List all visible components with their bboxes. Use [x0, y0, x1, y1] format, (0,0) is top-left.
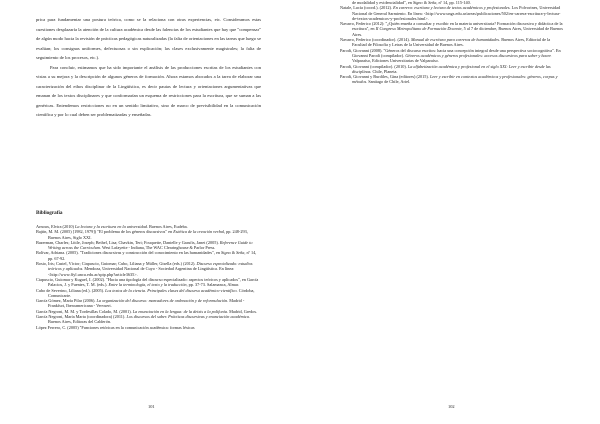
reference-title: Los discursos del saber. Prácticas discursivas y enunciación académica.	[126, 314, 250, 320]
reference-entry	[340, 64, 565, 75]
reference-text: pp. 248-293, Buenos Aires, Siglo XXI.	[48, 229, 248, 240]
reference-text: nº 14, pp. 67-92.	[48, 250, 257, 261]
reference-text: Parodi, Giovanni (compilador). (2010).	[340, 63, 408, 69]
reference-text: Parodi, Giovanni (2008). "Géneros del discurso escritos: hacia una concepción integral desde una perspectiva sociocognitiva". En Giovanni Parodi (compilador).	[340, 47, 561, 58]
reference-entry	[36, 288, 261, 299]
page-number: 102	[448, 404, 455, 409]
right-page	[300, 0, 600, 424]
reference-title: Manual de escritura para carreras de humanidades.	[410, 37, 501, 43]
reference-title: Los textos de la ciencia. Principales clases del discurso académico-científico.	[105, 287, 238, 293]
bibliography-list	[36, 224, 261, 330]
reference-entry	[36, 261, 261, 277]
reference-text: de modalidad y evidencialidad", en	[352, 0, 413, 5]
reference-entry	[36, 325, 261, 330]
reference-text: Buenos Aires, Editorial de la Facultad de Filosofía y Letras de la Universidad de Buenos Aires.	[352, 37, 551, 48]
reference-entry	[36, 229, 261, 240]
paragraph: prica para fundamentar una postura teórica, como se la relaciona con otras experiencias, etc. Consideramos estas cuestiones desplazaría la atención de la cultura académica desde las falencias de los estudiantes que hay que "compensar" de algún modo hacia la revisión de prácticas pedagógicas naturalizadas (la falta de orientaciones en las tareas que luego se evalúan; los consignas uniformes, defectuosas o sin explicación; las clases exclusivamente magistrales; la falta de seguimiento de los procesos, etc.).	[36, 17, 261, 61]
reference-text: West Lafayette - Indiana, The WAC Clearinghouse & Parlor Press.	[100, 245, 216, 251]
reference-title: Signo & Seña,	[221, 250, 246, 256]
reference-text: Ciapuscio, Guiomar y Kuguel, I. (2002). "Hacia una tipología del discurso especializado: aspectos teóricos y aplicados", en García Palacios, J. y Fuentes, T. M. (eds.).	[36, 276, 259, 288]
reference-text: Bajtín, M. M. (2005) [1982, 1979]) "El problema de los géneros discursivos" en	[36, 229, 174, 235]
reference-text: Santiago de Chile, Ariel.	[367, 79, 411, 85]
reference-text: Chile, Planeta.	[371, 68, 398, 74]
reference-text: Bolívar, Adriana. (2005). "Tradiciones discursivas y construcción del conocimiento en las humanidades", en	[36, 250, 222, 256]
reference-text: Madrid - Frankfurt, Iberoamericana - Vervuert.	[48, 298, 245, 309]
reference-text: Bazerman, Charles; Little, Joseph; Bethel, Lisa; Chavkin, Teri; Fouquette, Danielle y Garufis, Janet (2005).	[36, 239, 220, 245]
reference-entry	[36, 240, 261, 251]
paragraph: Para concluir, estimamos que ha sido importante el análisis de las producciones escritas de los estudiantes con vistas a su mejora y la descripción de algunos géneros de formación. Ahora estamos abocados a la tarea de elaborar una caracterización del ethos disciplinar de la Lingüística, es decir pautas de lectura y orientaciones argumentativas que emanan de los textos disciplinares y que conformarían un esquema de restricciones para la escritura, que se suman a las genéricas. Entendemos restricciones no en un sentido limitativo, sino de marco de previsibilidad en la comunicación científica y por lo cual deben ser problematizadas y enseñadas.	[36, 64, 261, 118]
reference-text: pp. 37-73. Salamanca, Almar.	[187, 282, 240, 288]
reference-text: Bosio, Iris; Castel, Víctor; Ciapuscio, Guiomar; Cubo, Liliana y Müller, Gisella (eds.) (2012).	[36, 261, 197, 267]
reference-text: Natale, Lucía (coord.). (2012).	[340, 5, 394, 11]
reference-text: García Negroni, M. M. y Tordesillas Colado, M. (2001).	[36, 308, 133, 314]
reference-title: Leer y escribir en contextos académicos y profesionales: géneros, corpus y métodos.	[352, 74, 558, 85]
reference-text: Arnoux, Elvira (2010)	[36, 224, 75, 229]
reference-entry	[36, 250, 261, 261]
reference-title: Estética de la creación verbal,	[173, 229, 226, 235]
reference-text: Córdoba, Comunicarte.	[48, 287, 255, 298]
reference-text: nº 14, pp. 115-140.	[437, 0, 471, 5]
reference-entry	[340, 74, 565, 85]
reference-text: Cubo de Severino, Liliana (ed.). (2005).	[36, 287, 106, 293]
reference-entry	[36, 298, 261, 309]
reference-text: Los Polvorines, Universidad Nacional de General Sarmiento. En línea: <http://www.ungs.edu.ar/areas/publicaciones/502/en-carrera-escritura-y-lectura-de-textos-academicos-y-profesionales.html>.	[352, 5, 561, 21]
reference-entry	[36, 314, 261, 325]
bibliography-heading: Bibliografía	[36, 210, 63, 216]
page-number: 101	[148, 404, 155, 409]
reference-text: 5 al 7 de diciembre, Buenos Aires, Universidad de Buenos Aires.	[352, 26, 563, 37]
reference-text: López Ferrero, C. (2005) "Funciones retóricas en la comunicación académica: formas léxicas	[36, 324, 195, 330]
reference-title: La lectura y la escritura en la universidad.	[74, 224, 148, 229]
reference-title: Reference Guide to Writing across the Curriculum.	[48, 239, 253, 251]
reference-text: Parodi, Giovanni y Burdiles, Gina (editores) (2015).	[340, 74, 430, 80]
reference-entry	[340, 37, 565, 48]
reference-text: Valparaíso, Ediciones Universitarias de Valparaíso.	[352, 58, 439, 64]
reference-text: Navarro, Federico (2012): "¿Quién enseña a consultar y escribir en la materia universitaria? Formación discursiva y didáctica de la escritura", en	[340, 21, 563, 32]
reference-entry	[340, 5, 565, 21]
reference-title: La enunciación en la lengua: de la deixis a la polifonía.	[132, 308, 229, 314]
reference-text: Navarro, Federico (coordinador). (2014).	[340, 37, 411, 43]
reference-title: Géneros académicos y géneros profesionales: accesos discursivos para saber y hacer.	[405, 52, 552, 58]
reference-title: En carrera: escritura y lectura de textos académicos y profesionales.	[393, 5, 511, 11]
reference-title: Entre la terminología, el texto y la traducción,	[108, 282, 188, 288]
reference-text: Buenos Aires, Editoras del Calderón.	[48, 319, 112, 325]
reference-title: La organización del discurso: marcadores de ordenación y de reformulación.	[96, 298, 229, 304]
reference-entry	[340, 48, 565, 64]
reference-entry	[340, 21, 565, 37]
reference-title: La alfabetización académica y profesional en el siglo XXI: Leer y escribir desde las disciplinas.	[352, 63, 551, 74]
reference-text: Madrid, Gredos.	[228, 308, 258, 314]
reference-entry	[36, 277, 261, 288]
reference-text: Buenos Aires, Eudeba.	[147, 224, 188, 229]
reference-title: II Congreso Metropolitano de Formación Docente,	[375, 26, 463, 32]
reference-title: Signo & Seña,	[412, 0, 438, 5]
reference-text: García Negroni, María Marta (coordinadora) (2011).	[36, 314, 127, 320]
reference-title: Discurso especializado: estudios teóricos y aplicados.	[48, 261, 253, 272]
reference-text: García Gómez, María Pilar (2006).	[36, 298, 97, 304]
body-text	[36, 15, 261, 120]
bibliography-list-continued	[340, 0, 565, 85]
reference-text: Mendoza, Universidad Nacional de Cuyo - Sociedad Argentina de Lingüística. En línea: <http://www.ffyl.uncu.edu.ar/spip.php?article3635>.	[48, 266, 235, 277]
